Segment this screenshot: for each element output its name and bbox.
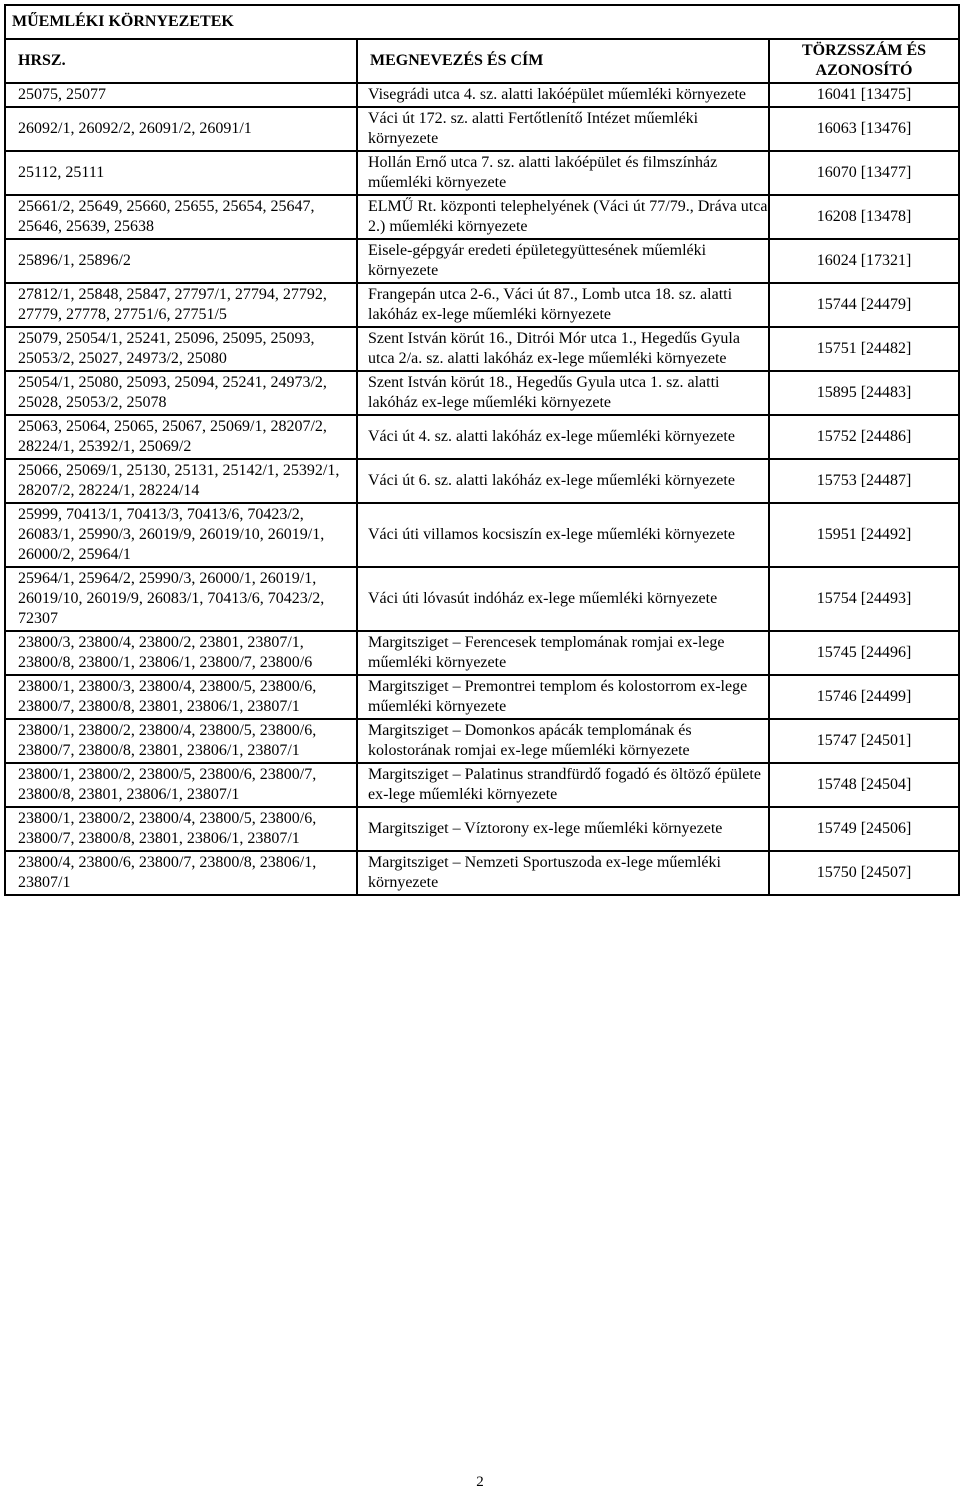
column-header-id	[769, 39, 959, 83]
column-header-name: MEGNEVEZÉS ÉS CÍM	[357, 39, 769, 83]
hrsz-cell: 25999, 70413/1, 70413/3, 70413/6, 70423/2, 26083/1, 25990/3, 26019/9, 26019/10, 26019/1, 26000/2, 25964/1	[5, 503, 357, 567]
name-address-cell: Margitsziget – Víztorony ex-lege műemléki környezete	[357, 807, 769, 851]
table-row	[5, 151, 959, 195]
registry-id-cell: 15744 [24479]	[769, 283, 959, 327]
registry-id-cell: 15747 [24501]	[769, 719, 959, 763]
table-row	[5, 283, 959, 327]
name-address-cell: Váci út 6. sz. alatti lakóház ex-lege műemléki környezete	[357, 459, 769, 503]
name-address-cell: Margitsziget – Premontrei templom és kolostorrom ex-lege műemléki környezete	[357, 675, 769, 719]
name-address-cell: Eisele-gépgyár eredeti épületegyüttesének műemléki környezete	[357, 239, 769, 283]
registry-id-cell: 16070 [13477]	[769, 151, 959, 195]
hrsz-cell: 23800/4, 23800/6, 23800/7, 23800/8, 23806/1, 23807/1	[5, 851, 357, 895]
registry-id-cell: 15749 [24506]	[769, 807, 959, 851]
name-address-cell: Váci úti lóvasút indóház ex-lege műemléki környezete	[357, 567, 769, 631]
hrsz-cell: 25964/1, 25964/2, 25990/3, 26000/1, 26019/1, 26019/10, 26019/9, 26083/1, 70413/6, 70423/2, 72307	[5, 567, 357, 631]
hrsz-cell: 25063, 25064, 25065, 25067, 25069/1, 28207/2, 28224/1, 25392/1, 25069/2	[5, 415, 357, 459]
column-header-hrsz: HRSZ.	[5, 39, 357, 83]
table-row	[5, 851, 959, 895]
name-address-cell: Szent István körút 18., Hegedűs Gyula utca 1. sz. alatti lakóház ex-lege műemléki környezete	[357, 371, 769, 415]
hrsz-cell: 26092/1, 26092/2, 26091/2, 26091/1	[5, 107, 357, 151]
table-row	[5, 719, 959, 763]
table-row	[5, 675, 959, 719]
hrsz-cell: 25054/1, 25080, 25093, 25094, 25241, 24973/2, 25028, 25053/2, 25078	[5, 371, 357, 415]
hrsz-cell: 23800/1, 23800/2, 23800/4, 23800/5, 23800/6, 23800/7, 23800/8, 23801, 23806/1, 23807/1	[5, 719, 357, 763]
name-address-cell: Szent István körút 16., Ditrói Mór utca 1., Hegedűs Gyula utca 2/a. sz. alatti lakóház ex-lege műemléki környezete	[357, 327, 769, 371]
hrsz-cell: 25066, 25069/1, 25130, 25131, 25142/1, 25392/1, 28207/2, 28224/1, 28224/14	[5, 459, 357, 503]
registry-id-cell: 15895 [24483]	[769, 371, 959, 415]
registry-id-cell: 16208 [13478]	[769, 195, 959, 239]
table-body	[5, 83, 959, 895]
registry-id-cell: 15750 [24507]	[769, 851, 959, 895]
registry-id-cell: 15745 [24496]	[769, 631, 959, 675]
hrsz-cell: 23800/1, 23800/2, 23800/4, 23800/5, 23800/6, 23800/7, 23800/8, 23801, 23806/1, 23807/1	[5, 807, 357, 851]
table-header-row	[5, 39, 959, 83]
table-row	[5, 107, 959, 151]
monuments-table	[4, 4, 960, 896]
table-row	[5, 371, 959, 415]
table-row	[5, 239, 959, 283]
table-row	[5, 327, 959, 371]
hrsz-cell: 25112, 25111	[5, 151, 357, 195]
name-address-cell: Margitsziget – Nemzeti Sportuszoda ex-lege műemléki környezete	[357, 851, 769, 895]
registry-id-cell: 15748 [24504]	[769, 763, 959, 807]
hrsz-cell: 23800/1, 23800/3, 23800/4, 23800/5, 23800/6, 23800/7, 23800/8, 23801, 23806/1, 23807/1	[5, 675, 357, 719]
page-number: 2	[476, 1474, 484, 1490]
hrsz-cell: 27812/1, 25848, 25847, 27797/1, 27794, 27792, 27779, 27778, 27751/6, 27751/5	[5, 283, 357, 327]
table-row	[5, 459, 959, 503]
table-row	[5, 807, 959, 851]
hrsz-cell: 25896/1, 25896/2	[5, 239, 357, 283]
name-address-cell: Margitsziget – Domonkos apácák templomának és kolostorának romjai ex-lege műemléki környezete	[357, 719, 769, 763]
hrsz-cell: 25075, 25077	[5, 83, 357, 107]
registry-id-cell: 15751 [24482]	[769, 327, 959, 371]
column-header-id-line2: AZONOSÍTÓ	[815, 62, 913, 79]
column-header-id-line1: TÖRZSSZÁM ÉS	[801, 42, 927, 59]
table-row	[5, 567, 959, 631]
table-row	[5, 83, 959, 107]
registry-id-cell: 15746 [24499]	[769, 675, 959, 719]
hrsz-cell: 23800/3, 23800/4, 23800/2, 23801, 23807/1, 23800/8, 23800/1, 23806/1, 23800/7, 23800/6	[5, 631, 357, 675]
registry-id-cell: 16024 [17321]	[769, 239, 959, 283]
name-address-cell: Váci út 172. sz. alatti Fertőtlenítő Intézet műemléki környezete	[357, 107, 769, 151]
name-address-cell: Hollán Ernő utca 7. sz. alatti lakóépület és filmszínház műemléki környezete	[357, 151, 769, 195]
hrsz-cell: 25661/2, 25649, 25660, 25655, 25654, 25647, 25646, 25639, 25638	[5, 195, 357, 239]
table-title: MŰEMLÉKI KÖRNYEZETEK	[5, 5, 959, 39]
registry-id-cell: 15753 [24487]	[769, 459, 959, 503]
registry-id-cell: 16041 [13475]	[769, 83, 959, 107]
table-row	[5, 503, 959, 567]
hrsz-cell: 23800/1, 23800/2, 23800/5, 23800/6, 23800/7, 23800/8, 23801, 23806/1, 23807/1	[5, 763, 357, 807]
registry-id-cell: 16063 [13476]	[769, 107, 959, 151]
table-row	[5, 763, 959, 807]
table-row	[5, 415, 959, 459]
name-address-cell: Váci úti villamos kocsiszín ex-lege műemléki környezete	[357, 503, 769, 567]
name-address-cell: Margitsziget – Ferencesek templomának romjai ex-lege műemléki környezete	[357, 631, 769, 675]
hrsz-cell: 25079, 25054/1, 25241, 25096, 25095, 25093, 25053/2, 25027, 24973/2, 25080	[5, 327, 357, 371]
name-address-cell: Visegrádi utca 4. sz. alatti lakóépület műemléki környezete	[357, 83, 769, 107]
name-address-cell: ELMŰ Rt. központi telephelyének (Váci út 77/79., Dráva utca 2.) műemléki környezete	[357, 195, 769, 239]
table-row	[5, 195, 959, 239]
name-address-cell: Margitsziget – Palatinus strandfürdő fogadó és öltöző épülete ex-lege műemléki környezete	[357, 763, 769, 807]
table-row	[5, 631, 959, 675]
name-address-cell: Váci út 4. sz. alatti lakóház ex-lege műemléki környezete	[357, 415, 769, 459]
name-address-cell: Frangepán utca 2-6., Váci út 87., Lomb utca 18. sz. alatti lakóház ex-lege műemléki környezete	[357, 283, 769, 327]
registry-id-cell: 15951 [24492]	[769, 503, 959, 567]
table-title-row	[5, 5, 959, 39]
registry-id-cell: 15754 [24493]	[769, 567, 959, 631]
registry-id-cell: 15752 [24486]	[769, 415, 959, 459]
